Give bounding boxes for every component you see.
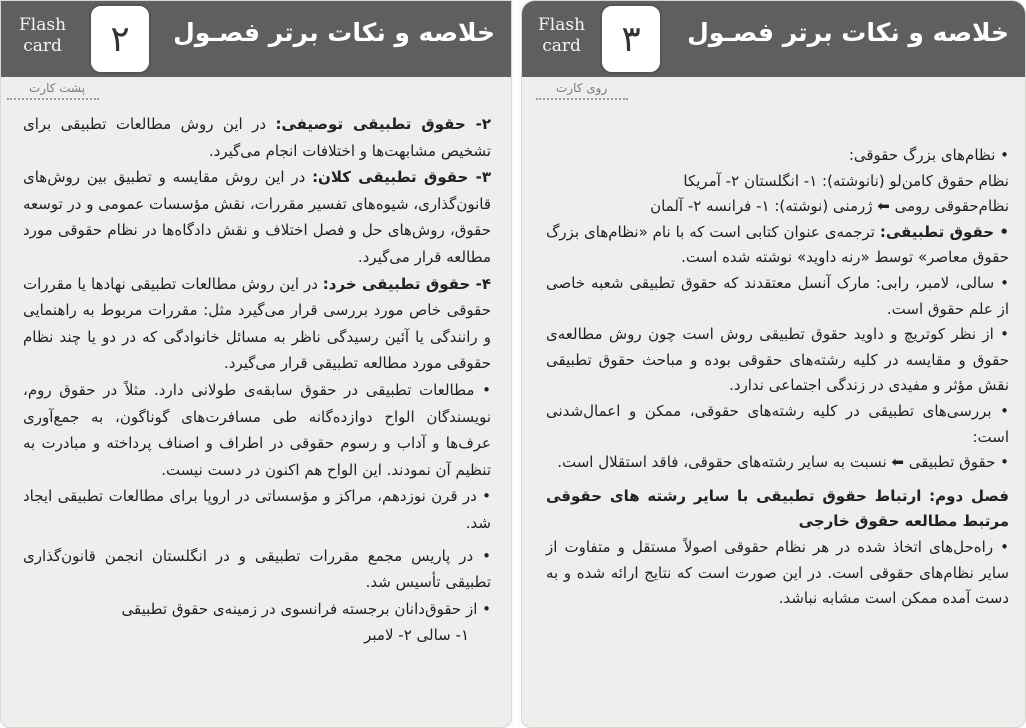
card-side-text: پشت کارت	[29, 81, 86, 95]
paragraph-text: در این روش مقایسه و تطبیق بین روش‌های قانون‌گذاری، شیوه‌های تفسیر مقررات، نقش مؤسسات عمومی و در توسعه حقوق، روش‌های حل و فصل اختلاف و نقش دادگاه‌ها در نظام حقوقی مورد مطالعه قرار می‌گیرد.	[23, 168, 491, 266]
card-banner	[1, 1, 511, 77]
paragraph: • از حقوق‌دانان برجسته فرانسوی در زمینه‌ی حقوق تطبیقی	[121, 599, 491, 618]
paragraph: • راه‌حل‌های اتخاذ شده در هر نظام حقوقی اصولاً مستقل و متفاوت از سایر نظام‌های حقوقی است. در این صورت است که نتایج ارائه شده و به دست آمده ممکن است مشابه نباشد.	[546, 537, 1009, 608]
flash-card-left	[0, 0, 512, 728]
paragraph: • حقوق تطبیقی ⬅ نسبت به سایر رشته‌های حقوقی، فاقد استقلال است.	[557, 453, 1009, 472]
paragraph: نظام حقوق کامن‌لو (نانوشته): ۱- انگلستان ۲- آمریکا	[683, 171, 1009, 190]
paragraph: نظام‌حقوقی رومی ⬅ ژرمنی (نوشته): ۱- فرانسه ۲- آلمان	[650, 197, 1009, 216]
paragraph: • در قرن نوزدهم، مراکز و مؤسساتی در اروپا برای مطالعات تطبیقی ایجاد شد.	[23, 487, 491, 532]
term: ۲- حقوق تطبیقی توصیفی:	[275, 115, 491, 133]
flash-card-right	[521, 0, 1026, 728]
card-number-badge: ۳	[600, 4, 662, 74]
card-side-text: روی کارت	[556, 81, 608, 95]
card-body	[546, 143, 1009, 612]
term: ۳- حقوق تطبیقی کلان:	[312, 168, 491, 187]
paragraph: • بررسی‌های تطبیقی در کلیه رشته‌های حقوقی، ممکن و اعمال‌شدنی است:	[546, 401, 1009, 446]
card-side-label	[556, 81, 607, 95]
page-divider	[514, 0, 518, 728]
paragraph: • مطالعات تطبیقی در حقوق سابقه‌ی طولانی دارد. مثلاً در حقوق روم، نویسندگان الواح دوازده‌گانه طی مسافرت‌های گوناگون، به جمع‌آوری عرف‌ها و آداب و رسوم حقوقی در اطراف و اصناف پرداخته و مبادرت به تنظیم آن نمودند. این الواح هم اکنون در دست نیست.	[23, 380, 491, 479]
dotted-line	[536, 98, 628, 100]
paragraph: ۱- سالی ۲- لامبر	[364, 626, 469, 645]
card-body	[23, 111, 491, 649]
paragraph	[23, 111, 491, 164]
card-banner	[522, 1, 1025, 77]
paragraph-text: در این روش مطالعات تطبیقی برای تشخیص مشابهت‌ها و اختلافات انجام می‌گیرد.	[23, 115, 491, 160]
paragraph-text: در این روش مطالعات تطبیقی نهادها یا مقررات حقوقی خاص مورد بررسی قرار می‌گیرد مثل: مقررات مربوط به راهنمایی و رانندگی یا آئین رسیدگی ناظر به مسائل خانوادگی که در دو یا چند نظام حقوقی مورد مطالعه تطبیقی قرار می‌گیرد.	[23, 274, 491, 373]
paragraph	[23, 164, 491, 270]
card-title: خلاصه و نکات برتر فصـول	[687, 18, 1009, 47]
paragraph-text: ترجمه‌ی عنوان کتابی است که با نام «نظام‌های بزرگ حقوق معاصر» توسط «رنه داوید» نوشته شده است.	[546, 222, 1009, 267]
flash-card-label: Flash card	[19, 15, 67, 56]
card-number-badge: ۲	[89, 4, 151, 74]
paragraph: • از نظر کوتریچ و داوید حقوق تطبیقی روش است چون روش مطالعه‌ی حقوق و مقایسه در کلیه رشته‌های حقوقی بوده و مباحث حقوق تطبیقی نقش مؤثر و مفیدی در زندگی اجتماعی ندارد.	[546, 325, 1009, 395]
term: • حقوق تطبیقی:	[879, 222, 1009, 241]
paragraph	[546, 220, 1009, 271]
section-heading: فصل دوم: ارتباط حقوق تطبیقی با سایر رشته های حقوقی مرتبط مطالعه حقوق خارجی	[546, 486, 1009, 531]
dotted-line	[7, 98, 99, 100]
flash-card-label: Flash card	[538, 15, 586, 56]
card-title: خلاصه و نکات برتر فصـول	[173, 18, 495, 47]
paragraph: • سالی، لامبر، رابی: مارک آنسل معتقدند که حقوق تطبیقی شعبه خاصی از علم حقوق است.	[546, 273, 1009, 318]
card-side-label	[29, 81, 85, 95]
paragraph: • نظام‌های بزرگ حقوقی:	[848, 146, 1009, 164]
paragraph: • در پاریس مجمع مقررات تطبیقی و در انگلستان انجمن قانون‌گذاری تطبیقی تأسیس شد.	[23, 546, 491, 592]
paragraph	[23, 271, 491, 377]
term: ۴- حقوق تطبیقی خرد:	[322, 274, 491, 293]
